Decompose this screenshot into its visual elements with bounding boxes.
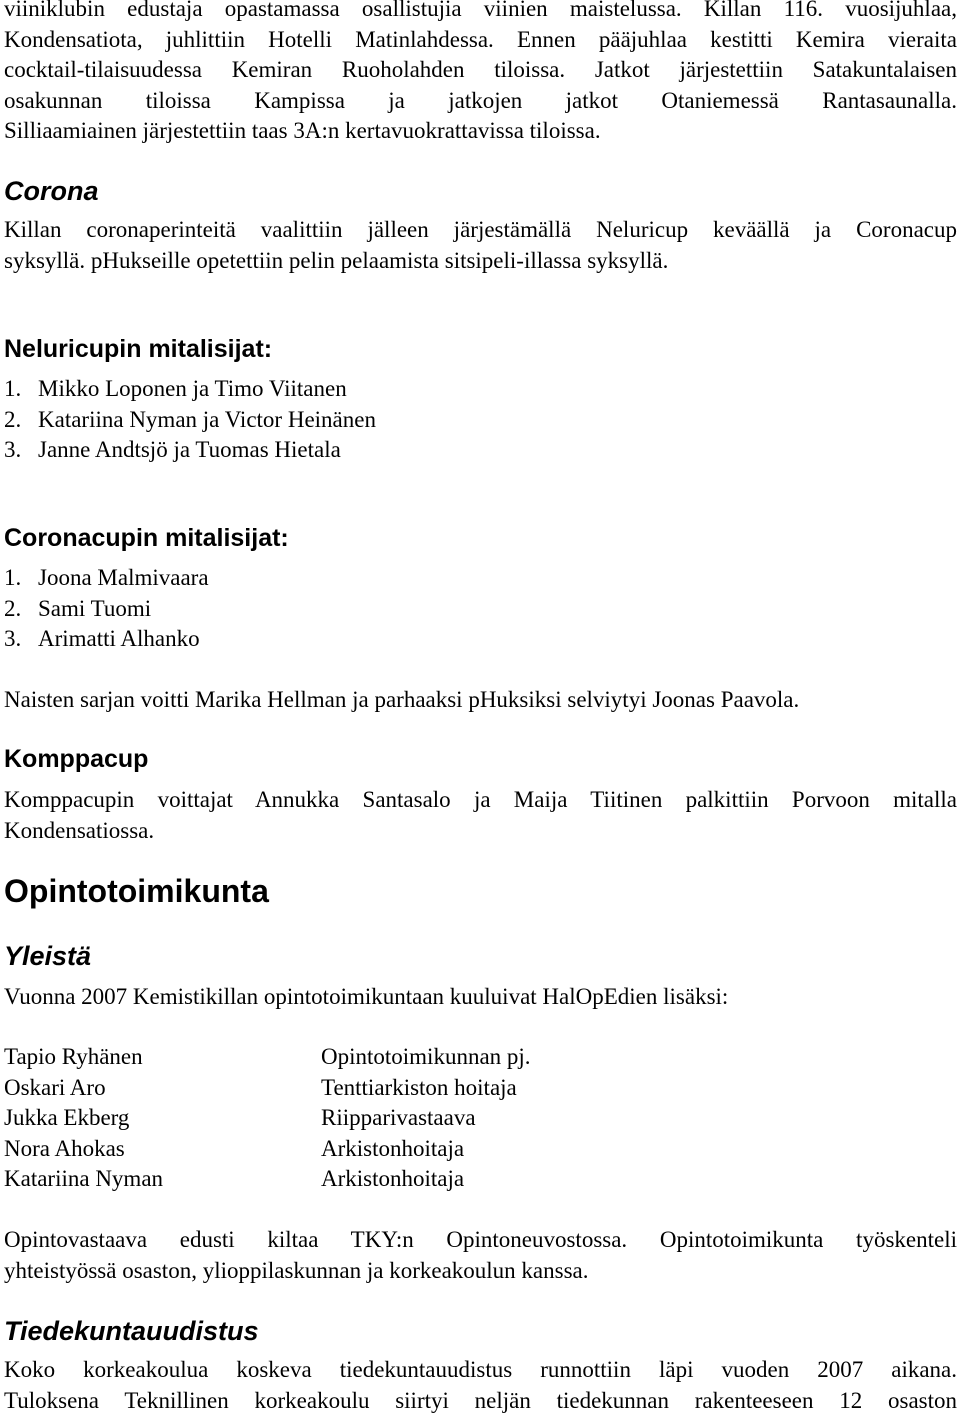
- intro-line: viiniklubin edustaja opastamassa osallistujia viinien maistelussa. Killan 116. vuosijuhlaa,: [4, 0, 957, 25]
- list-number: 1.: [4, 374, 38, 405]
- opintotoimikunta-heading: Opintotoimikunta: [4, 872, 269, 910]
- tiedekuntauudistus-paragraph: [4, 1355, 957, 1416]
- list-number: 3.: [4, 624, 38, 655]
- list-item: [4, 594, 209, 625]
- list-item: [4, 624, 209, 655]
- member-name: Nora Ahokas: [4, 1134, 321, 1165]
- intro-line: Silliaamiainen järjestettiin taas 3A:n kertavuokrattavissa tiloissa.: [4, 116, 957, 147]
- corona-line: Killan coronaperinteitä vaalittiin jälleen järjestämällä Neluricup keväällä ja Coronacup: [4, 215, 957, 246]
- member-role: Riipparivastaava: [321, 1103, 531, 1134]
- medalist-name: Joona Malmivaara: [38, 565, 209, 590]
- corona-line: syksyllä. pHukseille opetettiin pelin pelaamista sitsipeli-illassa syksyllä.: [4, 246, 957, 277]
- list-item: [4, 435, 376, 466]
- coronacup-list: [4, 563, 209, 655]
- yleista-heading: Yleistä: [4, 940, 91, 972]
- naisten-sarja-note: Naisten sarjan voitti Marika Hellman ja parhaaksi pHuksiksi selviytyi Joonas Paavola.: [4, 685, 799, 716]
- member-name: Tapio Ryhänen: [4, 1042, 321, 1073]
- intro-line: osakunnan tiloissa Kampissa ja jatkojen jatkot Otaniemessä Rantasaunalla.: [4, 86, 957, 117]
- list-number: 2.: [4, 594, 38, 625]
- members-table: [4, 1042, 531, 1195]
- opintovastaava-line: yhteistyössä osaston, ylioppilaskunnan ja korkeakoulun kanssa.: [4, 1256, 957, 1287]
- member-role: Arkistonhoitaja: [321, 1134, 531, 1165]
- tiedekunta-line: Tuloksena Teknillinen korkeakoulu siirtyi neljän tiedekunnan rakenteeseen 12 osaston: [4, 1386, 957, 1416]
- corona-heading: Corona: [4, 175, 99, 207]
- komppacup-heading: Komppacup: [4, 744, 148, 774]
- tiedekunta-line: Koko korkeakoulua koskeva tiedekuntauudistus runnottiin läpi vuoden 2007 aikana.: [4, 1355, 957, 1386]
- medalist-name: Arimatti Alhanko: [38, 626, 200, 651]
- medalist-name: Katariina Nyman ja Victor Heinänen: [38, 407, 376, 432]
- komppacup-line: Komppacupin voittajat Annukka Santasalo ja Maija Tiitinen palkittiin Porvoon mitalla: [4, 785, 957, 816]
- member-name: Jukka Ekberg: [4, 1103, 321, 1134]
- medalist-name: Janne Andtsjö ja Tuomas Hietala: [38, 437, 341, 462]
- komppacup-paragraph: [4, 785, 957, 846]
- medalist-name: Sami Tuomi: [38, 596, 151, 621]
- list-item: [4, 563, 209, 594]
- list-item: [4, 374, 376, 405]
- opintovastaava-line: Opintovastaava edusti kiltaa TKY:n Opintoneuvostossa. Opintotoimikunta työskenteli: [4, 1225, 957, 1256]
- member-role: Opintotoimikunnan pj.: [321, 1042, 531, 1073]
- corona-paragraph: [4, 215, 957, 276]
- list-number: 1.: [4, 563, 38, 594]
- list-number: 3.: [4, 435, 38, 466]
- yleista-intro: Vuonna 2007 Kemistikillan opintotoimikuntaan kuuluivat HalOpEdien lisäksi:: [4, 982, 728, 1013]
- opintovastaava-paragraph: [4, 1225, 957, 1286]
- intro-line: Kondensatiota, juhlittiin Hotelli Matinlahdessa. Ennen pääjuhlaa kestitti Kemira vieraita: [4, 25, 957, 56]
- member-role: Arkistonhoitaja: [321, 1164, 531, 1195]
- medalist-name: Mikko Loponen ja Timo Viitanen: [38, 376, 347, 401]
- komppacup-line: Kondensatiossa.: [4, 816, 957, 847]
- intro-line: cocktail-tilaisuudessa Kemiran Ruoholahden tiloissa. Jatkot järjestettiin Satakuntalaisen: [4, 55, 957, 86]
- neluricup-list: [4, 374, 376, 466]
- member-name: Katariina Nyman: [4, 1164, 321, 1195]
- list-item: [4, 405, 376, 436]
- list-number: 2.: [4, 405, 38, 436]
- neluricup-heading: Neluricupin mitalisijat:: [4, 334, 272, 364]
- intro-paragraph: [4, 0, 957, 147]
- coronacup-heading: Coronacupin mitalisijat:: [4, 523, 289, 553]
- member-role: Tenttiarkiston hoitaja: [321, 1073, 531, 1104]
- tiedekuntauudistus-heading: Tiedekuntauudistus: [4, 1315, 259, 1347]
- member-name: Oskari Aro: [4, 1073, 321, 1104]
